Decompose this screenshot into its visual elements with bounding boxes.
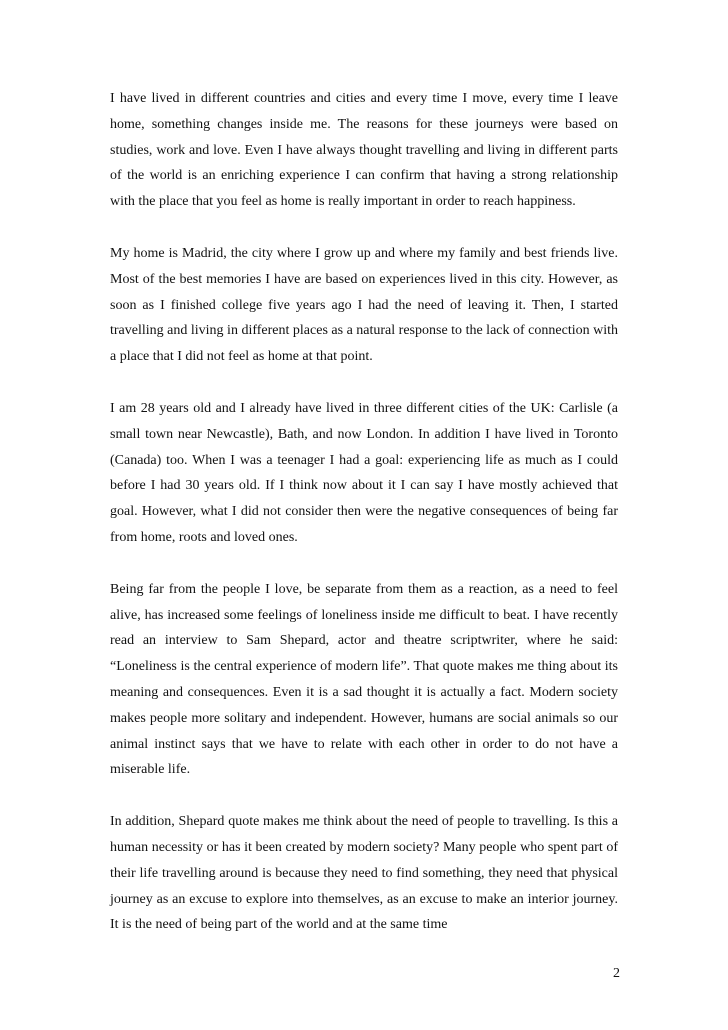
- page-number: 2: [613, 966, 620, 981]
- paragraph-2: My home is Madrid, the city where I grow up and where my family and best friends live. Most of the best memories I have are based on experiences lived in this city. However, as soon as I finished college five years ago I had the need of leaving it. Then, I started travelling and living in different places as a natural response to the lack of connection with a place that I did not feel as home at that point.: [110, 245, 618, 365]
- paragraph-5: In addition, Shepard quote makes me think about the need of people to travelling. Is this a human necessity or has it been created by modern society? Many people who spent part of their life travelling around is because they need to find something, they need that physical journey as an excuse to explore into themselves, as an excuse to make an interior journey. It is the need of being part of the world and at the same time: [110, 814, 618, 933]
- paragraph-3: I am 28 years old and I already have lived in three different cities of the UK: Carlisle (a small town near Newcastle), Bath, and now London. In addition I have lived in Toronto (Canada) too. When I was a teenager I had a goal: experiencing life as much as I could before I had 30 years old. If I think now about it I can say I have mostly achieved that goal. However, what I did not consider then were the negative consequences of being far from home, roots and loved ones.: [110, 400, 618, 545]
- document-body: [110, 86, 618, 938]
- paragraph-4: Being far from the people I love, be separate from them as a reaction, as a need to feel alive, has increased some feelings of loneliness inside me difficult to beat. I have recently read an interview to Sam Shepard, actor and theatre scriptwriter, where he said: “Loneliness is the central experience of modern life”. That quote makes me thing about its meaning and consequences. Even it is a sad thought it is actually a fact. Modern society makes people more solitary and independent. However, humans are social animals so our animal instinct says that we have to relate with each other in order to do not have a miserable life.: [110, 581, 618, 778]
- paragraph-1: I have lived in different countries and cities and every time I move, every time I leave home, something changes inside me. The reasons for these journeys were based on studies, work and love. Even I have always thought travelling and living in different parts of the world is an enriching experience I can confirm that having a strong relationship with the place that you feel as home is really important in order to reach happiness.: [110, 91, 618, 210]
